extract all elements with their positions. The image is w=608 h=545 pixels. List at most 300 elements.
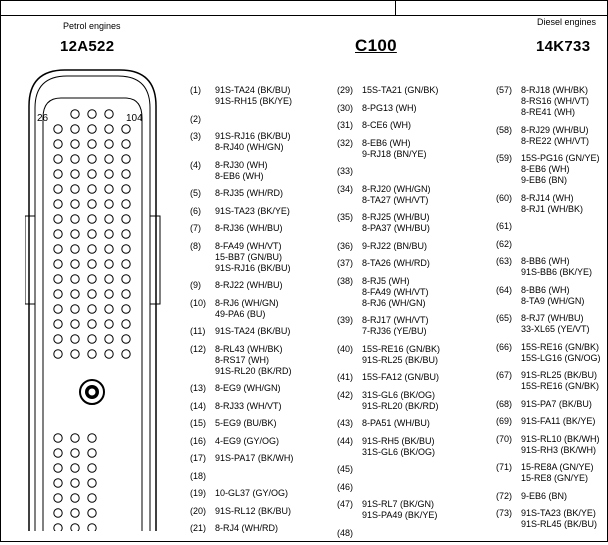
pin-entry — [337, 258, 487, 269]
pin-entry — [337, 436, 487, 458]
pin-entry — [496, 125, 608, 147]
pin-hole — [88, 200, 96, 208]
pin-number: (37) — [337, 258, 354, 268]
wire-list — [215, 506, 291, 517]
pin-entry — [190, 114, 330, 125]
wire-code: 8-RJ18 (WH/BK) — [521, 85, 589, 95]
pin-number: (2) — [190, 113, 201, 124]
pin-number: (15) — [190, 418, 207, 428]
wire-list — [215, 488, 288, 499]
wire-code: 8-PG13 (WH) — [362, 102, 417, 113]
pin-hole — [54, 290, 62, 298]
pin-number: (67) — [496, 370, 513, 380]
pin-hole — [54, 449, 62, 457]
pin-hole — [88, 350, 96, 358]
connector-id: C100 — [355, 36, 397, 55]
wire-list — [521, 508, 597, 530]
pin-entry — [337, 85, 487, 96]
pin-hole — [122, 140, 130, 148]
pin-hole — [105, 200, 113, 208]
pin-entry — [496, 285, 608, 307]
pin-number: (44) — [337, 435, 354, 446]
wire-code: 91S-RL12 (BK/BU) — [215, 505, 292, 516]
pin-number: (62) — [496, 238, 513, 249]
pin-entry — [337, 184, 487, 206]
wire-list — [215, 436, 279, 447]
wire-code: 91S-PA49 (BK/YE) — [362, 510, 438, 520]
wire-list — [521, 416, 595, 427]
pin-number: (3) — [190, 131, 201, 141]
pin-entry — [337, 138, 487, 160]
pin-hole — [88, 494, 96, 502]
pin-number: (33) — [337, 166, 354, 176]
pin-hole — [88, 449, 96, 457]
pin-entry — [337, 103, 487, 114]
wire-list — [521, 434, 600, 456]
wire-code: 4-EG9 (GY/OG) — [215, 435, 280, 446]
pin-hole — [122, 335, 130, 343]
pin-hole — [54, 215, 62, 223]
pin-number: (1) — [190, 85, 201, 95]
pin-hole — [88, 275, 96, 283]
wire-code: 91S-RL10 (BK/WH) — [521, 433, 600, 444]
wire-list — [362, 184, 431, 206]
wire-code: 8-RS17 (WH) — [215, 354, 270, 365]
pin-number: (35) — [337, 212, 354, 222]
wire-code: 8-BB6 (WH) — [521, 284, 570, 295]
pin-hole — [122, 215, 130, 223]
pin-entry — [496, 491, 608, 502]
pin-number: (40) — [337, 343, 354, 354]
pin-hole — [88, 110, 96, 118]
pin-entry — [190, 241, 330, 274]
wire-list — [215, 298, 279, 320]
pin-hole — [105, 275, 113, 283]
pin-number: (61) — [496, 221, 513, 231]
pin-hole — [88, 479, 96, 487]
pin-entry — [190, 453, 330, 464]
wire-code: 8-RJ6 (WH/GN) — [362, 297, 426, 308]
pin-entry — [190, 223, 330, 234]
pin-number: (73) — [496, 508, 513, 518]
pin-entry — [337, 120, 487, 131]
pin-entry — [190, 131, 330, 153]
wire-list — [215, 344, 292, 377]
pin-number: (34) — [337, 183, 354, 194]
pin-hole — [54, 524, 62, 531]
pin-hole — [54, 479, 62, 487]
wire-code: 15-BB7 (GN/BU) — [215, 251, 283, 262]
pin-hole — [122, 125, 130, 133]
pin-number: (10) — [190, 297, 207, 308]
wire-code: 9-EB6 (BN) — [521, 175, 568, 185]
pin-column-1 — [190, 85, 330, 541]
pin-number: (18) — [190, 470, 207, 481]
pin-hole — [122, 200, 130, 208]
pin-hole — [54, 305, 62, 313]
wire-code: 91S-FA11 (BK/YE) — [521, 416, 596, 426]
pin-hole — [71, 185, 79, 193]
pin-entry — [337, 276, 487, 309]
wire-list — [362, 212, 430, 234]
pin-hole — [54, 320, 62, 328]
pin-entry — [496, 342, 608, 364]
wire-list — [521, 370, 599, 392]
pin-number: (63) — [496, 256, 513, 266]
wire-list — [215, 326, 290, 337]
pin-number: (38) — [337, 275, 354, 286]
pin-hole — [122, 170, 130, 178]
wire-code: 91S-RJ16 (BK/BU) — [215, 262, 291, 273]
wire-code: 8-RJ5 (WH) — [362, 275, 410, 286]
top-cell-divider — [395, 0, 396, 15]
pin-hole — [71, 335, 79, 343]
wire-code: 91S-TA24 (BK/BU) — [215, 326, 291, 336]
pin-entry — [496, 85, 608, 118]
pin-hole — [105, 155, 113, 163]
wire-code: 91S-PA17 (BK/WH) — [215, 453, 294, 463]
wire-list — [362, 418, 430, 429]
pin-entry — [337, 241, 487, 252]
pin-hole — [71, 524, 79, 531]
wire-list — [521, 313, 590, 335]
wire-code: 91S-RJ16 (BK/BU) — [215, 131, 291, 141]
pin-hole — [71, 320, 79, 328]
pin-number: (14) — [190, 400, 207, 411]
diesel-code: 14K733 — [536, 38, 591, 55]
pin-column-3 — [496, 85, 608, 537]
pin-hole — [71, 110, 79, 118]
wire-code: 91S-RL25 (BK/BU) — [521, 370, 598, 380]
pin-hole — [71, 350, 79, 358]
pin-entry — [496, 193, 608, 215]
wire-code: 7-RJ36 (YE/BU) — [362, 326, 427, 336]
pin-entry — [190, 418, 330, 429]
pin-number: (9) — [190, 280, 201, 290]
pin-hole — [122, 155, 130, 163]
wire-code: 8-TA9 (WH/GN) — [521, 295, 585, 306]
pin-number: (16) — [190, 435, 207, 446]
pin-hole — [88, 509, 96, 517]
pin-number: (19) — [190, 488, 207, 498]
wire-list — [521, 125, 589, 147]
wire-code: 9-RJ22 (BN/BU) — [362, 240, 428, 251]
pin-number: (72) — [496, 490, 513, 501]
pin-hole — [105, 110, 113, 118]
pin-number: (68) — [496, 398, 513, 409]
wire-list — [215, 383, 281, 394]
pin-hole — [88, 464, 96, 472]
pin-entry — [337, 418, 487, 429]
wire-code: 91S-BB6 (BK/YE) — [521, 267, 593, 277]
pin-hole — [122, 290, 130, 298]
pin-hole — [122, 260, 130, 268]
pin-hole — [105, 230, 113, 238]
wire-list — [215, 453, 293, 464]
pin-hole — [71, 230, 79, 238]
pin-entry — [337, 390, 487, 412]
wire-list — [362, 120, 411, 131]
pin-entry — [496, 462, 608, 484]
wire-code: 5-EG9 (BU/BK) — [215, 418, 277, 428]
wire-code: 8-FA49 (WH/VT) — [215, 240, 282, 251]
wire-code: 10-GL37 (GY/OG) — [215, 488, 289, 498]
pin-hole — [54, 335, 62, 343]
pin-number: (4) — [190, 159, 201, 170]
pin-hole — [71, 275, 79, 283]
wire-code: 91S-RH15 (BK/YE) — [215, 96, 293, 106]
wire-code: 91S-TA24 (BK/BU) — [215, 85, 291, 95]
wire-list — [362, 241, 427, 252]
pin-entry — [190, 344, 330, 377]
pin-label-right: 104 — [126, 113, 143, 124]
wire-code: 8-EG9 (WH/GN) — [215, 383, 281, 393]
pin-hole — [105, 170, 113, 178]
pin-entry — [337, 372, 487, 383]
wire-code: 8-RE22 (WH/VT) — [521, 135, 590, 146]
pin-number: (8) — [190, 240, 201, 251]
wire-list — [521, 342, 601, 364]
pin-entry — [496, 221, 608, 232]
pin-hole — [122, 305, 130, 313]
pin-entry — [496, 239, 608, 250]
wire-list — [521, 462, 594, 484]
pin-hole — [71, 464, 79, 472]
wire-code: 8-RJ14 (WH) — [521, 192, 574, 203]
pin-hole — [54, 140, 62, 148]
pin-number: (42) — [337, 389, 354, 400]
pin-number: (20) — [190, 505, 207, 516]
pin-entry — [337, 499, 487, 521]
connector-svg — [25, 66, 165, 531]
wire-code: 91S-RL45 (BK/BU) — [521, 519, 598, 529]
wire-code: 8-RJ17 (WH/VT) — [362, 315, 429, 325]
pin-entry — [190, 280, 330, 291]
wire-code: 8-RJ33 (WH/VT) — [215, 400, 282, 411]
pin-number: (32) — [337, 137, 354, 148]
pin-hole — [88, 230, 96, 238]
pin-hole — [54, 185, 62, 193]
pin-hole — [54, 125, 62, 133]
pin-entry — [496, 153, 608, 186]
wire-list — [215, 131, 291, 153]
pin-hole — [105, 260, 113, 268]
pin-hole — [105, 290, 113, 298]
pin-entry — [190, 506, 330, 517]
pin-hole — [88, 320, 96, 328]
wire-list — [362, 258, 430, 269]
wire-code: 8-RJ22 (WH/BU) — [215, 280, 283, 290]
wire-code: 8-RJ40 (WH/GN) — [215, 142, 284, 152]
pin-hole — [105, 350, 113, 358]
pin-number: (46) — [337, 481, 354, 492]
wire-code: 8-RJ1 (WH/BK) — [521, 203, 584, 214]
wire-code: 91S-RH5 (BK/BU) — [362, 435, 435, 446]
pin-hole — [54, 434, 62, 442]
pin-hole — [88, 170, 96, 178]
pin-hole — [105, 245, 113, 253]
wire-code: 91S-RL20 (BK/RD) — [362, 400, 439, 411]
pin-entry — [337, 482, 487, 493]
pin-hole — [54, 200, 62, 208]
pin-hole — [88, 155, 96, 163]
pin-hole — [71, 509, 79, 517]
pin-hole — [71, 140, 79, 148]
pin-hole — [54, 245, 62, 253]
pin-number: (70) — [496, 433, 513, 444]
pin-entry — [496, 399, 608, 410]
pin-entry — [190, 488, 330, 499]
pin-hole — [122, 320, 130, 328]
pin-number: (59) — [496, 153, 513, 163]
wire-code: 8-TA26 (WH/RD) — [362, 258, 430, 268]
wire-code: 8-PA37 (WH/BU) — [362, 223, 430, 233]
pin-hole — [105, 335, 113, 343]
pin-hole — [54, 275, 62, 283]
pin-entry — [337, 212, 487, 234]
wire-code: 8-RJ7 (WH/BU) — [521, 313, 584, 323]
pin-hole — [71, 449, 79, 457]
pin-number: (31) — [337, 120, 354, 130]
pin-number: (57) — [496, 85, 513, 95]
wire-code: 8-RJ35 (WH/RD) — [215, 188, 284, 198]
wire-list — [215, 85, 292, 107]
pin-entry — [337, 464, 487, 475]
pin-hole — [105, 140, 113, 148]
wire-list — [215, 418, 277, 429]
wire-code: 15S-RE16 (GN/BK) — [362, 343, 441, 354]
pin-number: (36) — [337, 240, 354, 251]
pin-hole — [122, 350, 130, 358]
wire-list — [362, 85, 438, 96]
wire-code: 91S-RH3 (BK/WH) — [521, 444, 597, 455]
wire-code: 8-RJ6 (WH/GN) — [215, 297, 279, 308]
wire-code: 9-RJ18 (BN/YE) — [362, 148, 427, 159]
pin-entry — [190, 326, 330, 337]
petrol-code: 12A522 — [60, 38, 115, 55]
wire-code: 8-FA49 (WH/VT) — [362, 286, 429, 297]
pin-entry — [496, 508, 608, 530]
pin-hole — [54, 509, 62, 517]
pin-entry — [190, 383, 330, 394]
wire-code: 8-CE6 (WH) — [362, 120, 411, 130]
pin-hole — [71, 434, 79, 442]
pin-hole — [71, 125, 79, 133]
wire-code: 33-XL65 (YE/VT) — [521, 324, 590, 334]
pin-hole — [88, 335, 96, 343]
pin-entry — [337, 344, 487, 366]
connector-drawing — [25, 66, 165, 536]
wire-code: 31S-GL6 (BK/OG) — [362, 389, 436, 400]
wire-code: 15S-RE16 (GN/BK) — [521, 341, 600, 352]
wire-list — [362, 344, 440, 366]
pin-number: (11) — [190, 326, 206, 336]
pin-hole — [105, 305, 113, 313]
pin-number: (43) — [337, 418, 354, 428]
pin-hole — [54, 260, 62, 268]
pin-label-left: 26 — [37, 113, 49, 124]
pin-hole — [71, 200, 79, 208]
pin-hole — [88, 215, 96, 223]
wire-code: 8-RE41 (WH) — [521, 107, 576, 117]
pin-entry — [190, 436, 330, 447]
pin-entry — [496, 256, 608, 278]
pin-entry — [190, 85, 330, 107]
pin-hole — [122, 245, 130, 253]
pin-number: (30) — [337, 102, 354, 113]
pin-hole — [71, 155, 79, 163]
wire-code: 31S-GL6 (BK/OG) — [362, 446, 436, 457]
pin-entry — [190, 298, 330, 320]
pin-hole — [88, 434, 96, 442]
wire-code: 15S-LG16 (GN/OG) — [521, 352, 601, 363]
pin-hole — [54, 494, 62, 502]
wire-code: 15-RE8 (GN/YE) — [521, 473, 589, 483]
wire-code: 91S-RL25 (BK/BU) — [362, 354, 439, 365]
pin-hole — [54, 350, 62, 358]
pin-entry — [337, 166, 487, 177]
pin-hole — [54, 155, 62, 163]
wire-list — [215, 223, 283, 234]
pin-hole — [88, 305, 96, 313]
pin-hole — [105, 185, 113, 193]
pin-number: (17) — [190, 453, 207, 463]
pin-number: (66) — [496, 341, 513, 352]
pin-hole — [88, 185, 96, 193]
wire-code: 91S-RL7 (BK/GN) — [362, 499, 435, 509]
pin-hole — [71, 245, 79, 253]
petrol-label: Petrol engines — [63, 21, 121, 31]
wire-code: 15S-PG16 (GN/YE) — [521, 153, 600, 163]
pin-number: (6) — [190, 205, 201, 216]
pin-number: (60) — [496, 192, 513, 203]
wire-list — [215, 160, 268, 182]
wire-list — [362, 499, 437, 521]
wire-list — [362, 138, 427, 160]
pin-hole — [122, 275, 130, 283]
wire-list — [215, 280, 283, 291]
wire-code: 9-EB6 (BN) — [521, 490, 568, 501]
pin-number: (45) — [337, 464, 354, 474]
wire-list — [521, 256, 592, 278]
wire-list — [521, 491, 567, 502]
pin-number: (47) — [337, 499, 354, 509]
pin-hole — [88, 245, 96, 253]
pin-entry — [190, 471, 330, 482]
pin-number: (48) — [337, 527, 354, 538]
pin-number: (21) — [190, 523, 207, 533]
wire-code: 15-RE8A (GN/YE) — [521, 462, 594, 472]
pin-number: (58) — [496, 124, 513, 135]
wire-list — [215, 241, 291, 274]
pin-number: (5) — [190, 188, 201, 198]
pin-number: (39) — [337, 315, 354, 325]
wire-list — [521, 285, 584, 307]
wire-code: 8-RJ4 (WH/RD) — [215, 523, 278, 533]
pin-hole — [88, 260, 96, 268]
pin-entry — [190, 401, 330, 412]
pin-entry — [496, 313, 608, 335]
pin-entry — [337, 528, 487, 539]
wire-list — [521, 85, 589, 118]
pin-number: (69) — [496, 416, 513, 426]
pin-entry — [496, 416, 608, 427]
pin-hole — [88, 140, 96, 148]
pin-hole — [54, 170, 62, 178]
wire-list — [362, 436, 435, 458]
pin-hole — [122, 185, 130, 193]
pin-hole — [71, 170, 79, 178]
